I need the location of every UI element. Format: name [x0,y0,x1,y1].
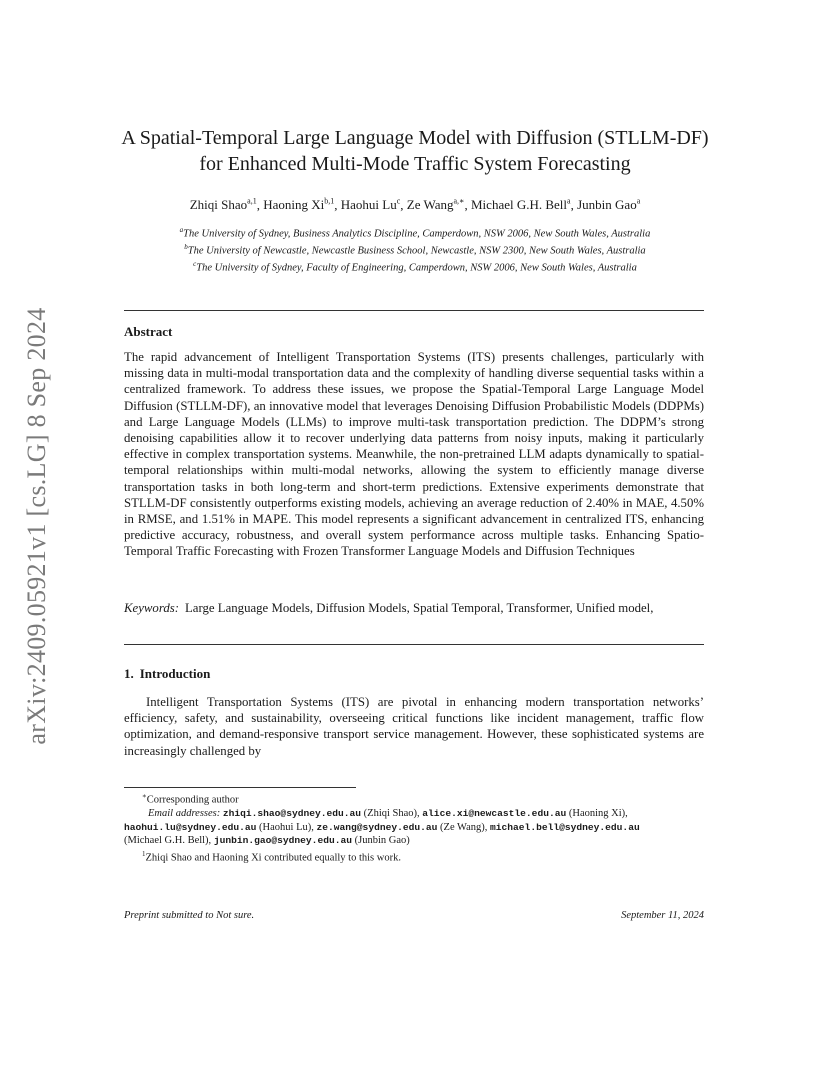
keywords-label: Keywords: [124,601,179,615]
author: Ze Wang$^{a,∗}$ [406,197,465,213]
footnote-equal-contribution: $^1$Zhiqi Shao and Haoning Xi contributed equally to this work. [142,849,401,863]
affiliation: $^c$The University of Sydney, Faculty of Engineering, Camperdown, NSW 2006, New South Wales, Australia [193,260,637,274]
footnote-corresponding: ∗Corresponding author [142,792,239,806]
affiliation: $^b$The University of Newcastle, Newcastle Business School, Newcastle, NSW 2300, New South Wales, Australia [184,243,646,257]
footnote-rule [124,787,356,788]
keywords [124,600,704,616]
paper-title [100,125,730,177]
arxiv-identifier-stamp: arXiv:2409.05921v1 [cs.LG] 8 Sep 2024 [22,307,51,745]
footnote-emails-cont: haohui.lu@sydney.edu.au (Haohui Lu), ze.wang@sydney.edu.au (Ze Wang), michael.bell@sydney.edu.au [124,821,640,833]
author: Haohui Lu$^c$ [340,197,401,213]
footer-date: September 11, 2024 [621,910,704,921]
section-title: Introduction [139,666,211,681]
abstract-top-rule [124,310,704,311]
footnote-emails-cont: (Michael G.H. Bell), junbin.gao@sydney.edu.au (Junbin Gao) [124,835,410,846]
author: Haoning Xi$^{b,1}$ [263,197,335,213]
footnote-emails: Email addresses: zhiqi.shao@sydney.edu.au (Zhiqi Shao), alice.xi@newcastle.edu.au (Haoning Xi), [148,808,628,819]
email-link[interactable]: zhiqi.shao@sydney.edu.au [222,808,362,819]
keywords-text: Large Language Models, Diffusion Models, Spatial Temporal, Transformer, Unified model, [184,601,654,615]
email-link[interactable]: ze.wang@sydney.edu.au [316,821,438,833]
abstract-heading: Abstract [124,324,173,339]
preprint-note: Preprint submitted to Not sure. [124,910,255,921]
section-heading [124,666,210,682]
introduction-paragraph: Intelligent Transportation Systems (ITS) are pivotal in enhancing modern transportation networks’ efficiency, safety, and sustainability, overseeing critical functions like incident management, traffic flow optimization, and demand-responsive transport service management. However, these sophisticated systems are increasingly challenged by [124,695,704,758]
affiliation: $^a$The University of Sydney, Business Analytics Discipline, Camperdown, NSW 2006, New South Wales, Australia [179,226,651,240]
section-number: 1. [124,666,134,681]
abstract-bottom-rule [124,644,704,645]
email-link[interactable]: michael.bell@sydney.edu.au [490,821,640,833]
title-line-2: for Enhanced Multi-Mode Traffic System Forecasting [199,153,631,175]
email-link[interactable]: junbin.gao@sydney.edu.au [213,835,352,846]
author-list: Zhiqi Shao$^{a,1}$, Haoning Xi$^{b,1}$, Haohui Lu$^c$, Ze Wang$^{a,∗}$, Michael G.H. Bell$^a$, Junbin Gao$^a$ [189,197,641,213]
footnotes [124,790,704,865]
title-line-1: A Spatial-Temporal Large Language Model with Diffusion (STLLM-DF) [121,127,709,149]
author: Zhiqi Shao$^{a,1}$ [189,197,257,213]
email-link[interactable]: haohui.lu@sydney.edu.au [124,821,257,833]
affiliation-list [100,224,730,275]
abstract-text: The rapid advancement of Intelligent Transportation Systems (ITS) presents challenges, particularly with missing data in multi-modal transportation data and the complexity of handling diverse sequential tasks within a centralized framework. To address these issues, we propose the Spatial-Temporal Large Language Model Diffusion (STLLM-DF), an innovative model that leverages Denoising Diffusion Probabilistic Models (DDPMs) and Large Language Models (LLMs) to improve multi-task transportation prediction. The DDPM’s strong denoising capabilities allow it to recover underlying data patterns from noisy inputs, making it particularly effective in complex transportation systems. Meanwhile, the non-pretrained LLM adapts dynamically to spatial-temporal relationships within multi-modal networks, allowing the system to efficiently manage diverse transportation tasks in both long-term and short-term predictions. Extensive experiments demonstrate that STLLM-DF consistently outperforms existing models, achieving an average reduction of 2.40% in MAE, 4.50% in RMSE, and 1.51% in MAPE. This model represents a significant advancement in centralized ITS, enhancing predictive accuracy, robustness, and overall system performance across multiple tasks. Enhancing Spatio-Temporal Traffic Forecasting with Frozen Transformer Language Models and Diffusion Techniques [124,350,704,559]
author: Junbin Gao$^a$ [577,197,641,213]
email-link[interactable]: alice.xi@newcastle.edu.au [422,808,567,819]
author: Michael G.H. Bell$^a$ [471,197,571,213]
